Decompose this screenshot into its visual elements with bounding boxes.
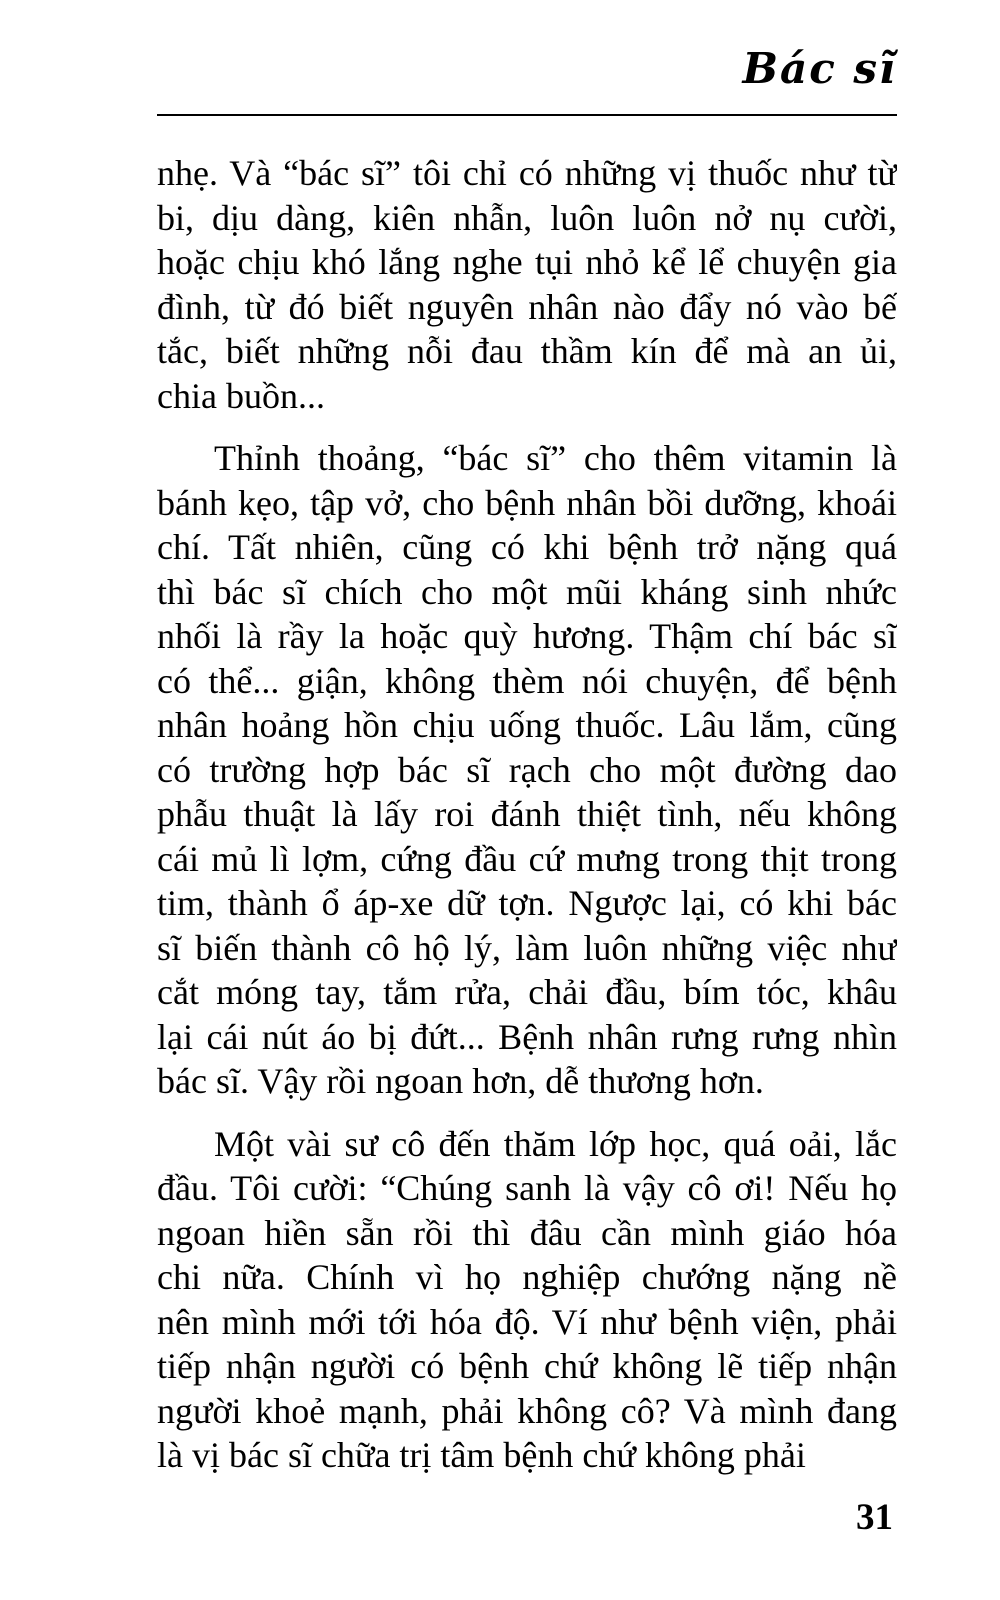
text-line: có thể... giận, không thèm nói chuyện, để bệnh: [157, 660, 897, 701]
text-line: nhối là rầy la hoặc quỳ hương. Thậm chí bác sĩ: [157, 616, 897, 656]
text-line: lại cái nút áo bị đứt... Bệnh nhân rưng rưng nhìn: [157, 1016, 897, 1057]
text-line: phẫu thuật là lấy roi đánh thiệt tình, nếu không: [157, 794, 897, 834]
text-line: bi, dịu dàng, kiên nhẫn, luôn luôn nở nụ cười,: [157, 197, 897, 238]
text-line: chí. Tất nhiên, cũng có khi bệnh trở nặng quá: [157, 527, 897, 567]
text-line: cắt móng tay, tắm rửa, chải đầu, bím tóc, khâu: [157, 972, 897, 1012]
paragraph: [157, 1122, 897, 1478]
text-line: người khoẻ mạnh, phải không cô? Và mình đang: [157, 1390, 897, 1431]
text-line: thì bác sĩ chích cho một mũi kháng sinh nhức: [157, 571, 897, 612]
text-line: hoặc chịu khó lắng nghe tụi nhỏ kể lể chuyện gia: [157, 242, 897, 282]
text-line: đầu. Tôi cười: “Chúng sanh là vậy cô ơi! Nếu họ: [157, 1168, 897, 1208]
text-line: đình, từ đó biết nguyên nhân nào đẩy nó vào bế: [157, 286, 897, 327]
text-line: ngoan hiền sẵn rồi thì đâu cần mình giáo hóa: [157, 1212, 897, 1253]
text-line: là vị bác sĩ chữa trị tâm bệnh chứ không phải: [157, 1435, 806, 1475]
text-line: nên mình mới tới hóa độ. Ví như bệnh viện, phải: [157, 1301, 897, 1342]
text-line: tắc, biết những nỗi đau thầm kín để mà an ủi,: [157, 331, 897, 371]
text-line: nhẹ. Và “bác sĩ” tôi chỉ có những vị thuốc như từ: [157, 153, 897, 193]
text-line: sĩ biến thành cô hộ lý, làm luôn những việc như: [157, 927, 897, 968]
text-line: nhân hoảng hồn chịu uống thuốc. Lâu lắm, cũng: [157, 705, 897, 745]
text-line: chi nữa. Chính vì họ nghiệp chướng nặng nề: [157, 1257, 897, 1297]
text-line: tiếp nhận người có bệnh chứ không lẽ tiếp nhận: [157, 1346, 897, 1386]
page-number: 31: [856, 1497, 893, 1538]
text-line: bác sĩ. Vậy rồi ngoan hơn, dễ thương hơn.: [157, 1061, 764, 1101]
text-line: có trường hợp bác sĩ rạch cho một đường dao: [157, 749, 897, 790]
running-header-title: Bác sĩ: [742, 44, 897, 93]
text-line: tim, thành ổ áp-xe dữ tợn. Ngược lại, có khi bác: [157, 883, 897, 923]
text-body: [157, 151, 897, 1478]
text-line: chia buồn...: [157, 375, 325, 416]
paragraph: [157, 151, 897, 418]
header-rule: [157, 114, 897, 116]
text-line: Thỉnh thoảng, “bác sĩ” cho thêm vitamin là: [214, 438, 897, 478]
paragraph: [157, 436, 897, 1104]
text-line: cái mủ lì lợm, cứng đầu cứ mưng trong thịt trong: [157, 838, 897, 879]
text-line: Một vài sư cô đến thăm lớp học, quá oải, lắc: [214, 1123, 897, 1164]
text-line: bánh kẹo, tập vở, cho bệnh nhân bồi dưỡng, khoái: [157, 482, 897, 523]
